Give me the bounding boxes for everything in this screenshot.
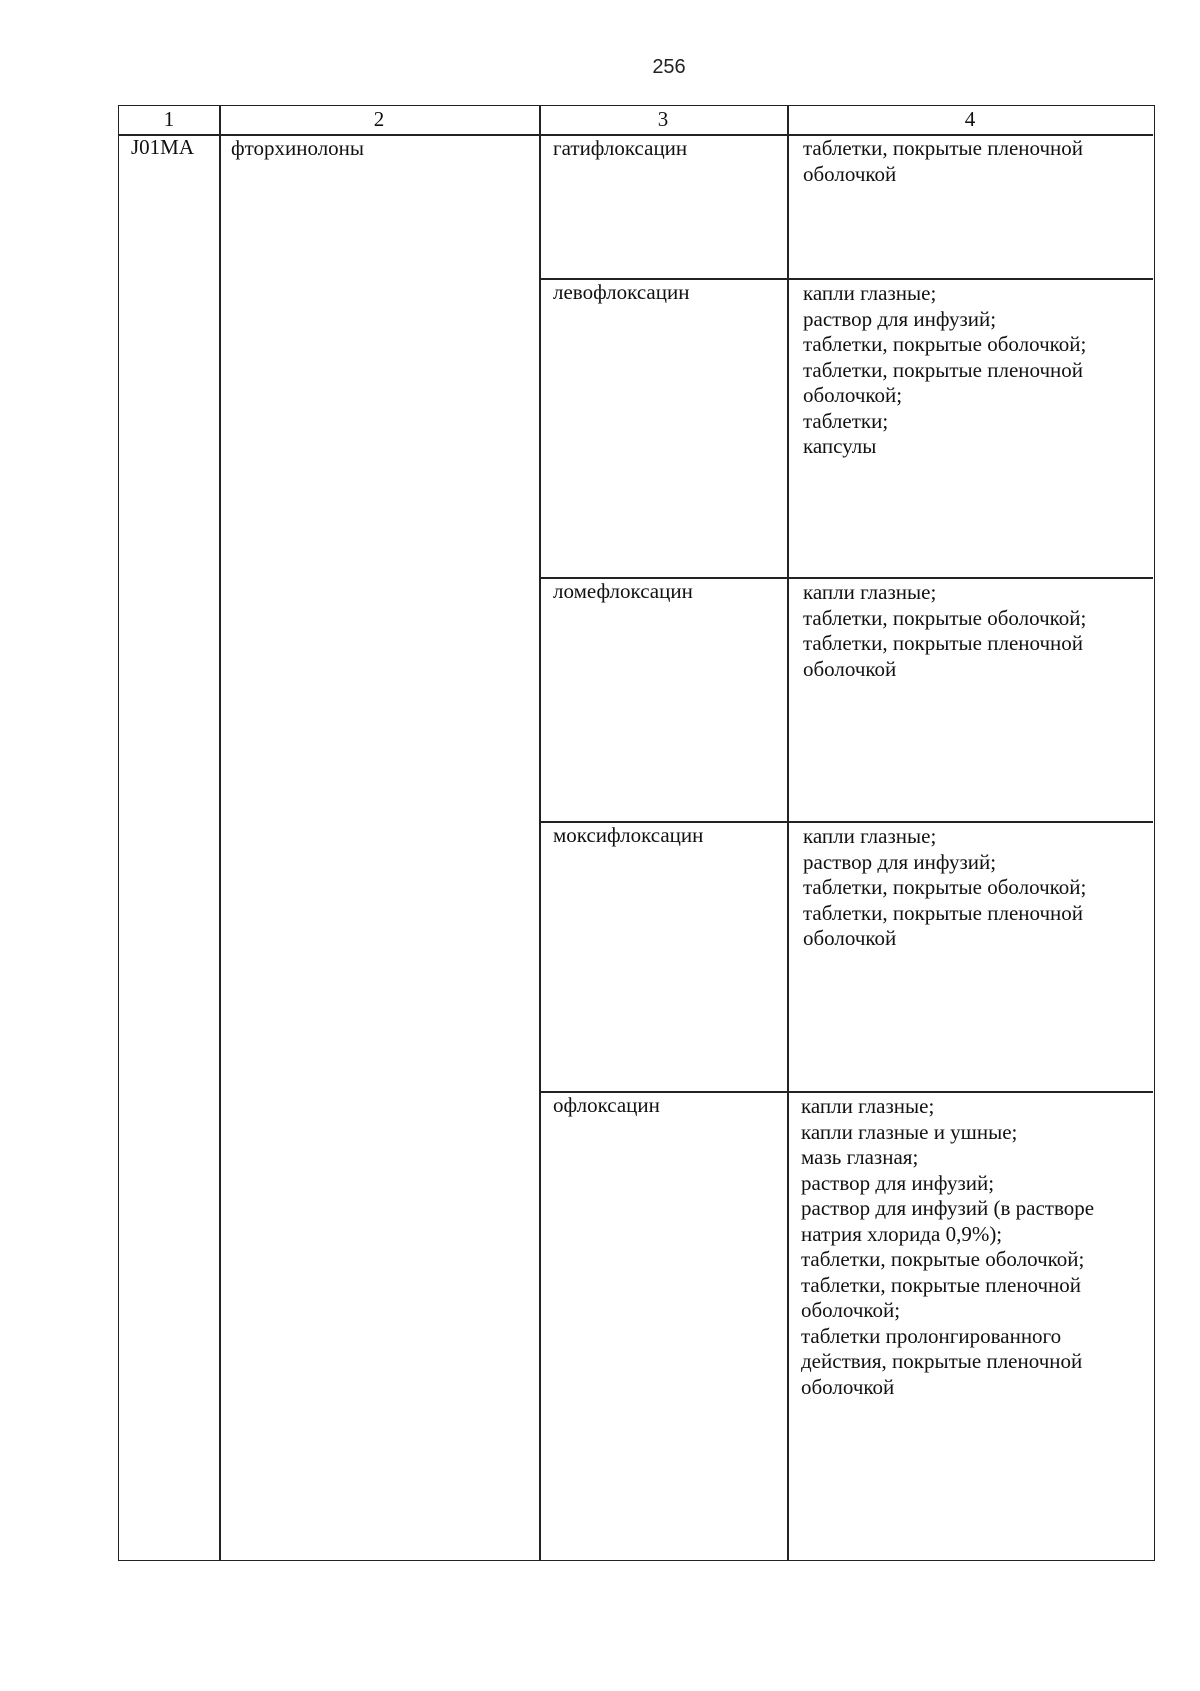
- dosage-forms: капли глазные; таблетки, покрытые оболочкой; таблетки, покрытые пленочной оболочкой: [803, 580, 1087, 681]
- atc-code: J01MA: [131, 135, 195, 159]
- dosage-forms: капли глазные; капли глазные и ушные; мазь глазная; раствор для инфузий; раствор для инфузий (в растворе натрия хлорида 0,9%); таблетки, покрытые оболочкой; таблетки, покрытые пленочной оболочкой; таблетки пролонгированного действия, покрытые пленочной оболочкой: [801, 1094, 1095, 1399]
- dosage-forms: капли глазные; раствор для инфузий; таблетки, покрытые оболочкой; таблетки, покрытые пленочной оболочкой: [803, 824, 1087, 950]
- dosage-forms: капли глазные; раствор для инфузий; таблетки, покрытые оболочкой; таблетки, покрытые пленочной оболочкой; таблетки; капсулы: [803, 281, 1087, 458]
- column-divider-3: [787, 106, 789, 1560]
- drug-table: [118, 105, 1155, 1561]
- dosage-forms: таблетки, покрытые пленочной оболочкой: [803, 136, 1084, 186]
- drug-name: моксифлоксацин: [553, 823, 704, 847]
- drug-name: гатифлоксацин: [553, 136, 688, 160]
- header-col-2: 2: [373, 107, 385, 131]
- column-divider-1: [219, 106, 221, 1560]
- header-col-1: 1: [163, 107, 175, 131]
- page-number: 256: [652, 56, 686, 78]
- header-col-3: 3: [657, 107, 669, 131]
- drug-group-name: фторхинолоны: [231, 136, 365, 160]
- drug-name: офлоксацин: [553, 1093, 660, 1117]
- column-divider-2: [539, 106, 541, 1560]
- drug-name: ломефлоксацин: [553, 579, 693, 603]
- drug-name: левофлоксацин: [553, 280, 690, 304]
- header-col-4: 4: [964, 107, 976, 131]
